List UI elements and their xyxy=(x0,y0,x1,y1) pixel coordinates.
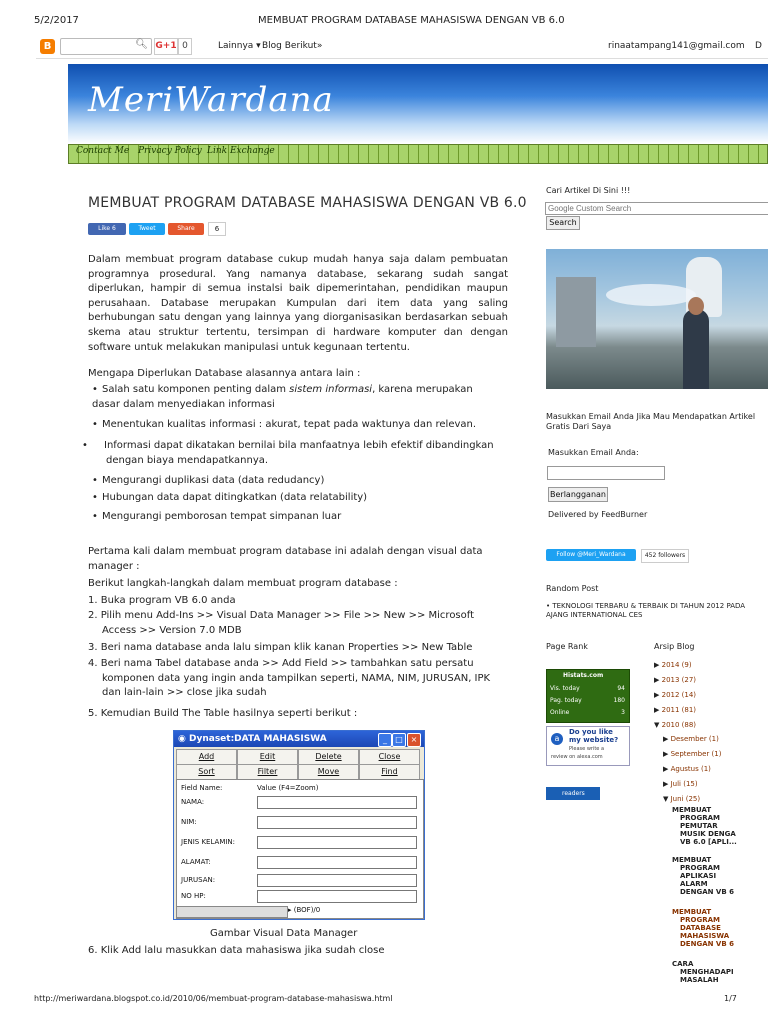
visual-data-manager-window xyxy=(173,730,425,920)
archive-year[interactable]: ▶ 2012 (14) xyxy=(654,691,697,699)
archive-year[interactable]: ▶ 2013 (27) xyxy=(654,676,697,684)
alexa-review-widget[interactable]: a Do you like my website? Please write a review on alexa.com xyxy=(546,726,630,766)
list-item: • Hubungan data dapat ditingkatkan (data relatability) xyxy=(92,492,368,503)
jurusan-input[interactable] xyxy=(257,874,417,887)
alamat-input[interactable] xyxy=(257,856,417,869)
post-title: MEMBUAT PROGRAM DATABASE MAHASISWA DENGAN VB 6.0 xyxy=(88,195,527,211)
sort-button[interactable]: Sort xyxy=(176,764,237,780)
random-post-title: Random Post xyxy=(546,584,599,593)
blog-title[interactable]: MeriWardana xyxy=(88,80,334,120)
print-page-number: 1/7 xyxy=(724,994,737,1003)
field-label: NO HP: xyxy=(181,892,206,900)
histats-widget[interactable]: Histats.com Vis. today 94 Pag. today 180 Online 3 xyxy=(546,669,630,723)
window-titlebar: ◉ Dynaset:DATA MAHASISWA xyxy=(174,731,424,747)
list-item: • Mengurangi pemborosan tempat simpanan luar xyxy=(92,511,342,522)
search-button[interactable]: Search xyxy=(546,216,580,230)
followers-count: 452 followers xyxy=(641,549,689,563)
edit-button[interactable]: Edit xyxy=(237,749,298,765)
water-spray xyxy=(606,284,696,306)
move-button[interactable]: Move xyxy=(298,764,359,780)
navbar-search-input[interactable] xyxy=(60,38,152,55)
field-label: JURUSAN: xyxy=(181,876,216,884)
blogger-icon[interactable]: B xyxy=(40,39,55,54)
archive-year[interactable]: ▶ 2014 (9) xyxy=(654,661,692,669)
search-widget-title: Cari Artikel Di Sini !!! xyxy=(546,186,631,195)
archive-month[interactable]: ▶ September (1) xyxy=(663,750,722,758)
image-caption: Gambar Visual Data Manager xyxy=(210,928,358,939)
twitter-follow-button[interactable]: Follow @Meri_Wardana xyxy=(546,549,636,561)
print-title: MEMBUAT PROGRAM DATABASE MAHASISWA DENGAN VB 6.0 xyxy=(258,15,565,26)
step-item: 1. Buka program VB 6.0 anda xyxy=(88,595,236,606)
print-date: 5/2/2017 xyxy=(34,15,79,26)
share-button[interactable]: Share xyxy=(168,223,204,235)
gplus-button[interactable]: G+1 xyxy=(154,38,178,55)
step-item: 6. Klik Add lalu masukkan data mahasiswa jika sudah close xyxy=(88,945,385,956)
step-item: 5. Kemudian Build The Table hasilnya seperti berikut : xyxy=(88,708,358,719)
person-head xyxy=(688,297,704,315)
archive-post-link[interactable]: CARA MENGHADAPI MASALAH xyxy=(672,960,734,984)
reasons-intro: Mengapa Diperlukan Database alasannya antara lain : xyxy=(88,368,361,379)
list-item: • Salah satu komponen penting dalam sistem informasi, karena merupakan dasar dalam menyediakan informasi xyxy=(92,384,473,410)
archive-post-link[interactable]: MEMBUAT PROGRAM PEMUTAR MUSIK DENGA VB 6.0 [APLI... xyxy=(672,806,737,846)
archive-post-link-current[interactable]: MEMBUAT PROGRAM DATABASE MAHASISWA DENGAN VB 6 xyxy=(672,908,734,948)
archive-month[interactable]: ▶ Juli (15) xyxy=(663,780,698,788)
nama-input[interactable] xyxy=(257,796,417,809)
archive-post-link[interactable]: MEMBUAT PROGRAM APLIKASI ALARM DENGAN VB 6 xyxy=(672,856,734,896)
post-intro-paragraph: Dalam membuat program database cukup mudah hanya saja dalam pembuatan programnya prosedural. Yang namanya database, sekarang sudah sangat diperlukan, hampir di semua instalsi baik dipemerintahan, pendidikan maupun perusahaan. Database merupakan Kumpulan dari item data yang saling berhubungan satu dengan yang lainnya yang diorganisasikan berdasarkan sebuah skema atau struktur tertentu, tersimpan di hardware komputer dan dengan software untuk melakukan manipulasi untuk kegunaan tertentu. xyxy=(88,254,508,353)
filter-button[interactable]: Filter xyxy=(237,764,298,780)
subscribe-title: Masukkan Email Anda Jika Mau Mendapatkan Artikel Gratis Dari Saya xyxy=(546,412,756,431)
share-count: 6 xyxy=(208,222,226,236)
tab-privacy-policy[interactable]: Privacy Policy xyxy=(138,146,202,156)
tweet-button[interactable]: Tweet xyxy=(129,223,165,235)
field-label: NIM: xyxy=(181,818,197,826)
list-item: • Menentukan kualitas informasi : akurat, tepat pada waktunya dan relevan. xyxy=(92,419,477,430)
app-icon: ◉ xyxy=(178,734,186,744)
feed-readers-badge[interactable]: readers xyxy=(546,787,600,800)
subscribe-button[interactable]: Berlangganan xyxy=(548,487,608,502)
gplus-count: 0 xyxy=(178,38,192,55)
step-item: 3. Beri nama database anda lalu simpan klik kanan Properties >> New Table xyxy=(88,642,473,653)
page-rank-title: Page Rank xyxy=(546,642,588,651)
navbar-more-menu[interactable]: Lainnya ▾ xyxy=(218,41,261,51)
search-icon[interactable]: 🔍︎ xyxy=(135,39,148,50)
archive-year[interactable]: ▶ 2011 (81) xyxy=(654,706,697,714)
print-footer-url: http://meriwardana.blogspot.co.id/2010/06/membuat-program-database-mahasiswa.html xyxy=(34,994,393,1003)
list-item: • Informasi dapat dikatakan bernilai bila manfaatnya lebih efektif dibandingkan dengan biaya mendapatkannya. xyxy=(82,440,494,466)
facebook-like-button[interactable]: Like 6 xyxy=(88,223,126,235)
building xyxy=(556,277,596,347)
field-name-header: Field Name: xyxy=(181,784,223,792)
close-button[interactable]: Close xyxy=(359,749,420,765)
close-icon[interactable]: × xyxy=(407,733,421,747)
person xyxy=(683,309,709,389)
google-search-input[interactable] xyxy=(545,202,768,215)
field-label: JENIS KELAMIN: xyxy=(181,838,236,846)
navbar-next-blog[interactable]: Blog Berikut» xyxy=(262,41,323,51)
record-position: ▸ (BOF)/0 xyxy=(288,906,321,914)
archive-year[interactable]: ▼ 2010 (88) xyxy=(654,721,697,729)
feedburner-credit[interactable]: Delivered by FeedBurner xyxy=(548,510,648,519)
archive-title: Arsip Blog xyxy=(654,642,695,651)
random-post-link[interactable]: • TEKNOLOGI TERBARU & TERBAIK DI TAHUN 2012 PADA AJANG INTERNATIONAL CES xyxy=(546,602,746,619)
nim-input[interactable] xyxy=(257,816,417,829)
step-item: 4. Beri nama Tabel database anda >> Add Field >> tambahkan satu persatu komponen data yang ingin anda tampilkan seperti, NAMA, NIM, JURUSAN, IPK dan lain-lain >> close jika sudah xyxy=(88,658,491,699)
step-item: 2. Pilih menu Add-Ins >> Visual Data Manager >> File >> New >> Microsoft Access >> Version 7.0 MDB xyxy=(88,610,475,636)
navbar-dashboard-link[interactable]: D xyxy=(755,41,762,51)
maximize-icon[interactable]: □ xyxy=(392,733,406,747)
subscribe-email-input[interactable] xyxy=(547,466,665,480)
list-item: • Mengurangi duplikasi data (data redudancy) xyxy=(92,475,325,486)
alexa-icon: a xyxy=(551,733,563,745)
steps-intro: Berikut langkah-langkah dalam membuat program database : xyxy=(88,578,398,589)
first-step-paragraph: Pertama kali dalam membuat program database ini adalah dengan visual data manager : xyxy=(88,546,483,572)
tab-link-exchange[interactable]: Link Exchange xyxy=(207,146,275,156)
field-label: NAMA: xyxy=(181,798,205,806)
field-label: ALAMAT: xyxy=(181,858,211,866)
find-button[interactable]: Find xyxy=(359,764,420,780)
profile-photo xyxy=(546,249,768,389)
tab-contact-me[interactable]: Contact Me xyxy=(76,146,130,156)
email-label: Masukkan Email Anda: xyxy=(548,448,639,457)
navbar-user-email[interactable]: rinaatampang141@gmail.com xyxy=(608,41,745,51)
delete-button[interactable]: Delete xyxy=(298,749,359,765)
value-header: Value (F4=Zoom) xyxy=(257,784,319,792)
minimize-icon[interactable]: _ xyxy=(378,733,392,747)
record-scrollbar[interactable] xyxy=(176,906,288,918)
jenis-kelamin-input[interactable] xyxy=(257,836,417,849)
archive-month[interactable]: ▼ Juni (25) xyxy=(663,795,701,803)
archive-month[interactable]: ▶ Desember (1) xyxy=(663,735,719,743)
no-hp-input[interactable] xyxy=(257,890,417,903)
add-button[interactable]: Add xyxy=(176,749,237,765)
record-form xyxy=(176,779,424,919)
archive-month[interactable]: ▶ Agustus (1) xyxy=(663,765,711,773)
